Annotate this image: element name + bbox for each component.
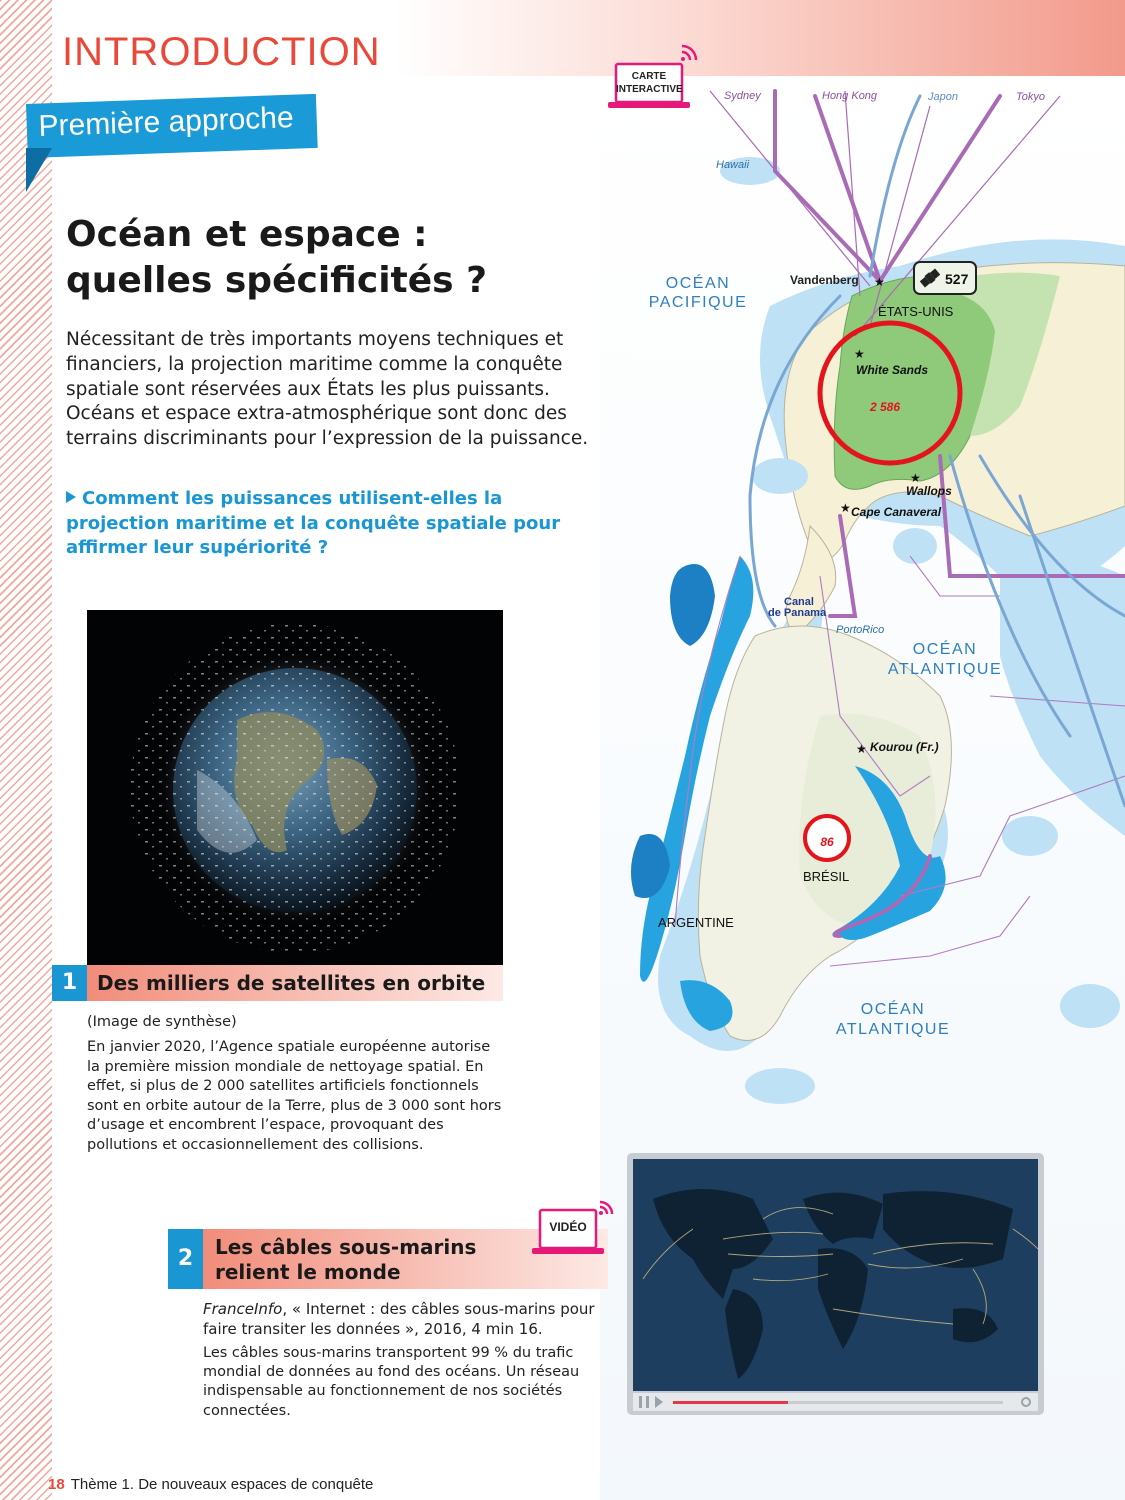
ocean-pacifique-line1: OCÉAN <box>665 275 731 292</box>
ocean-atlantique-s-line1: OCÉAN <box>860 1001 926 1018</box>
doc1-image-note: (Image de synthèse) <box>87 1014 237 1030</box>
doc1-title: Des milliers de satellites en orbite <box>97 971 486 995</box>
ocean-atlantique-n-line1: OCÉAN <box>912 641 978 658</box>
video-progress-fill <box>673 1401 788 1404</box>
doc2-title-line2: relient le monde <box>215 1260 401 1284</box>
place-canal-line2: de Panama <box>768 607 827 619</box>
doc1-number: 1 <box>52 965 87 1001</box>
page-title-line1: Océan et espace : <box>66 214 428 255</box>
doc1-description: En janvier 2020, l’Agence spatiale européenne autorise la première mission mondiale de nettoyage spatial. En effet, si plus de 2 000 satellites artificiels fonctionnels sont en orbite autour de la Terre, plus de 3 000 sont hors d’usage et encombrent l’espace, provoquant des pollutions et occasionnellement des collisions. <box>87 1039 502 1153</box>
left-hatch-margin <box>0 0 52 1500</box>
triangle-bullet-icon <box>66 491 76 503</box>
ocean-atlantique-n-line2: ATLANTIQUE <box>887 661 1003 678</box>
doc2-source-name: FranceInfo <box>203 1300 283 1318</box>
page-title <box>66 212 586 304</box>
page-footer <box>48 1476 373 1493</box>
page-number: 18 <box>48 1476 65 1493</box>
video-badge[interactable] <box>530 1196 614 1258</box>
page-title-line2: quelles spécificités ? <box>66 260 487 301</box>
footer-theme: Thème 1. De nouveaux espaces de conquête <box>70 1476 374 1493</box>
island-hawaii: Hawaii <box>716 159 750 171</box>
volume-icon[interactable] <box>1021 1397 1031 1407</box>
americas-map <box>600 76 1125 1166</box>
star-icon: ★ <box>854 347 865 361</box>
problem-question <box>66 487 566 561</box>
doc2-title-line1: Les câbles sous-marins <box>215 1235 477 1259</box>
ocean-pacifique-line2: PACIFIQUE <box>648 294 748 311</box>
us-satellites-value: 527 <box>945 271 969 287</box>
city-japon: Japon <box>928 91 958 103</box>
badge-line2: INTERACTIVE <box>616 84 683 95</box>
place-wallops: Wallops <box>906 484 952 498</box>
satellites-image <box>87 610 503 966</box>
city-tokyo: Tokyo <box>1016 91 1045 103</box>
video-badge-label: VIDÉO <box>549 1220 587 1234</box>
lead-paragraph: Nécessitant de très importants moyens techniques et financiers, la projection maritime comme la conquête spatiale sont réservées aux États les plus puissants. Océans et espace extra-atmosphérique sont donc des terrains discriminants pour l’expression de la puissance. <box>66 329 589 450</box>
doc2-number: 2 <box>168 1229 203 1289</box>
earth-satellites-illustration <box>87 610 503 966</box>
place-vandenberg: Vandenberg <box>790 273 859 287</box>
star-icon: ★ <box>910 471 921 485</box>
video-frame-world-cables <box>633 1159 1038 1391</box>
place-cape-canaveral: Cape Canaveral <box>851 505 942 519</box>
section-title: INTRODUCTION <box>62 30 381 74</box>
city-sydney: Sydney <box>724 90 761 102</box>
video-player[interactable] <box>627 1153 1044 1415</box>
problem-question-text: Comment les puissances utilisent-elles la projection maritime et la conquête spatiale pour affirmer leur supériorité ? <box>66 488 561 558</box>
interactive-map-badge[interactable] <box>606 44 706 116</box>
city-hongkong: Hong Kong <box>822 90 878 102</box>
world-cables-map <box>633 1159 1038 1391</box>
ocean-atlantique-s-line2: ATLANTIQUE <box>835 1021 951 1038</box>
pause-icon[interactable] <box>639 1396 649 1408</box>
doc2-description: Les câbles sous-marins transportent 99 % du trafic mondial de données au fond des océans. Un réseau indispensable au fonctionnement de nos sociétés connectées. <box>203 1345 580 1419</box>
approche-label: Première approche <box>38 101 295 143</box>
approche-banner-fold <box>26 148 52 192</box>
star-icon: ★ <box>840 501 851 515</box>
place-canal-line1: Canal <box>784 596 814 608</box>
star-icon: ★ <box>874 275 885 289</box>
place-argentine: ARGENTINE <box>658 915 734 930</box>
map-svg <box>600 76 1125 1166</box>
badge-line1: CARTE <box>631 71 667 82</box>
place-bresil: BRÉSIL <box>803 869 850 884</box>
place-etats-unis: ÉTATS-UNIS <box>878 304 954 319</box>
skip-icon[interactable] <box>655 1396 663 1408</box>
doc2-source <box>203 1299 613 1339</box>
us-budget-value: 2 586 <box>870 400 901 414</box>
place-white-sands: White Sands <box>856 363 929 377</box>
brazil-budget-value: 86 <box>820 835 834 849</box>
doc2-title <box>215 1235 515 1285</box>
star-icon: ★ <box>856 742 867 756</box>
place-kourou: Kourou (Fr.) <box>870 740 939 754</box>
doc2-source-detail: , « Internet : des câbles sous-marins pour faire transiter les données », 2016, 4 min 16. <box>203 1300 595 1338</box>
place-porto-rico: PortoRico <box>836 624 885 636</box>
satellite-count-badge <box>914 262 976 294</box>
video-controls[interactable] <box>633 1393 1038 1411</box>
